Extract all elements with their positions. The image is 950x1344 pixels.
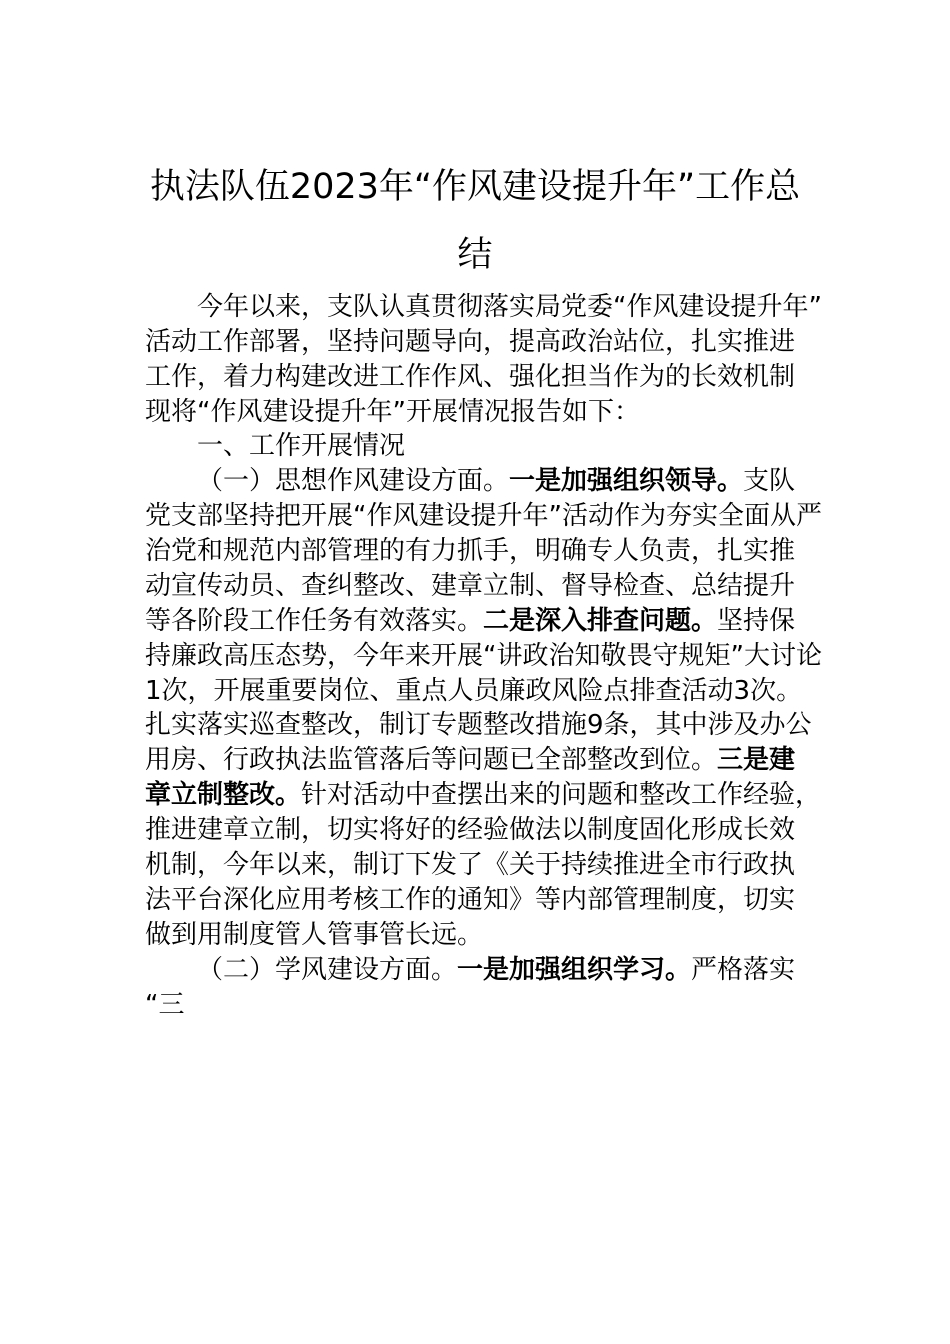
- body-text-line: [145, 990, 184, 1020]
- body-text-line: [145, 710, 812, 740]
- text-run: 等各阶段工作任务有效落实。: [145, 606, 484, 636]
- text-run: 机制，今年以来，制订下发了《关于持续推进全市行政执: [145, 850, 796, 880]
- body-text-line: [145, 362, 795, 392]
- text-run: 工作，着力构建改进工作作风、强化担当作为的长效机制: [145, 362, 796, 392]
- text-run: 持廉政高压态势，今年来开展“讲政治知敬畏守规矩”大讨论: [145, 641, 822, 671]
- body-text-line: [145, 641, 822, 671]
- text-run: “三: [145, 990, 185, 1020]
- text-run: 支队: [743, 466, 796, 496]
- text-run: 做到用制度管人管事管长远。: [145, 920, 484, 950]
- body-text-line: [145, 397, 640, 427]
- text-run: 用房、行政执法监管落后等问题已全部整改到位。: [145, 745, 718, 775]
- document-title-line-1: 执法队伍2023年“作风建设提升年”工作总: [149, 167, 801, 207]
- text-run: 治党和规范内部管理的有力抓手，明确专人负责，扎实推: [145, 536, 796, 566]
- text-run: 一、工作开展情况: [197, 431, 406, 461]
- body-text-line: [145, 536, 795, 566]
- text-run: 针对活动中查摆出来的问题和整改工作经验，: [301, 780, 822, 810]
- body-text-line: [145, 501, 822, 531]
- body-text-line: [145, 606, 795, 636]
- text-run: 动宣传动员、查纠整改、建章立制、督导检查、总结提升: [145, 571, 796, 601]
- text-run: 推进建章立制，切实将好的经验做法以制度固化形成长效: [145, 815, 796, 845]
- text-run: 活动工作部署，坚持问题导向，提高政治站位，扎实推进: [145, 327, 796, 357]
- body-text-line: [197, 955, 795, 985]
- text-run: 今年以来，支队认真贯彻落实局党委“作风建设提升年”: [197, 292, 822, 322]
- body-text-line: [145, 920, 483, 950]
- body-text-line: [145, 327, 795, 357]
- bold-text-run: 一是加强组织学习。: [457, 955, 692, 985]
- text-run: 严格落实: [691, 955, 796, 985]
- text-run: （一）思想作风建设方面。: [197, 466, 510, 496]
- bold-text-run: 章立制整改。: [145, 780, 302, 810]
- body-text-line: [145, 815, 795, 845]
- text-run: 坚持保: [717, 606, 796, 636]
- bold-text-run: 一是加强组织领导。: [509, 466, 744, 496]
- body-text-line: [145, 885, 795, 915]
- body-text-line: [197, 292, 822, 322]
- body-text-line: [145, 571, 795, 601]
- text-run: 扎实落实巡查整改，制订专题整改措施9条，其中涉及办公: [145, 710, 812, 740]
- document-title-line-2: 结: [457, 235, 493, 275]
- text-run: 党支部坚持把开展“作风建设提升年”活动作为夯实全面从严: [145, 501, 822, 531]
- bold-text-run: 三是建: [717, 745, 796, 775]
- text-run: 现将“作风建设提升年”开展情况报告如下：: [145, 397, 640, 427]
- body-text-line: [197, 466, 795, 496]
- body-text-line: [145, 676, 802, 706]
- body-text-line: [145, 745, 795, 775]
- body-text-line: [145, 780, 821, 810]
- text-run: 法平台深化应用考核工作的通知》等内部管理制度，切实: [145, 885, 796, 915]
- section-heading: [197, 431, 405, 461]
- body-text-line: [145, 850, 795, 880]
- text-run: 1次，开展重要岗位、重点人员廉政风险点排查活动3次。: [145, 676, 803, 706]
- text-run: （二）学风建设方面。: [197, 955, 458, 985]
- bold-text-run: 二是深入排查问题。: [483, 606, 718, 636]
